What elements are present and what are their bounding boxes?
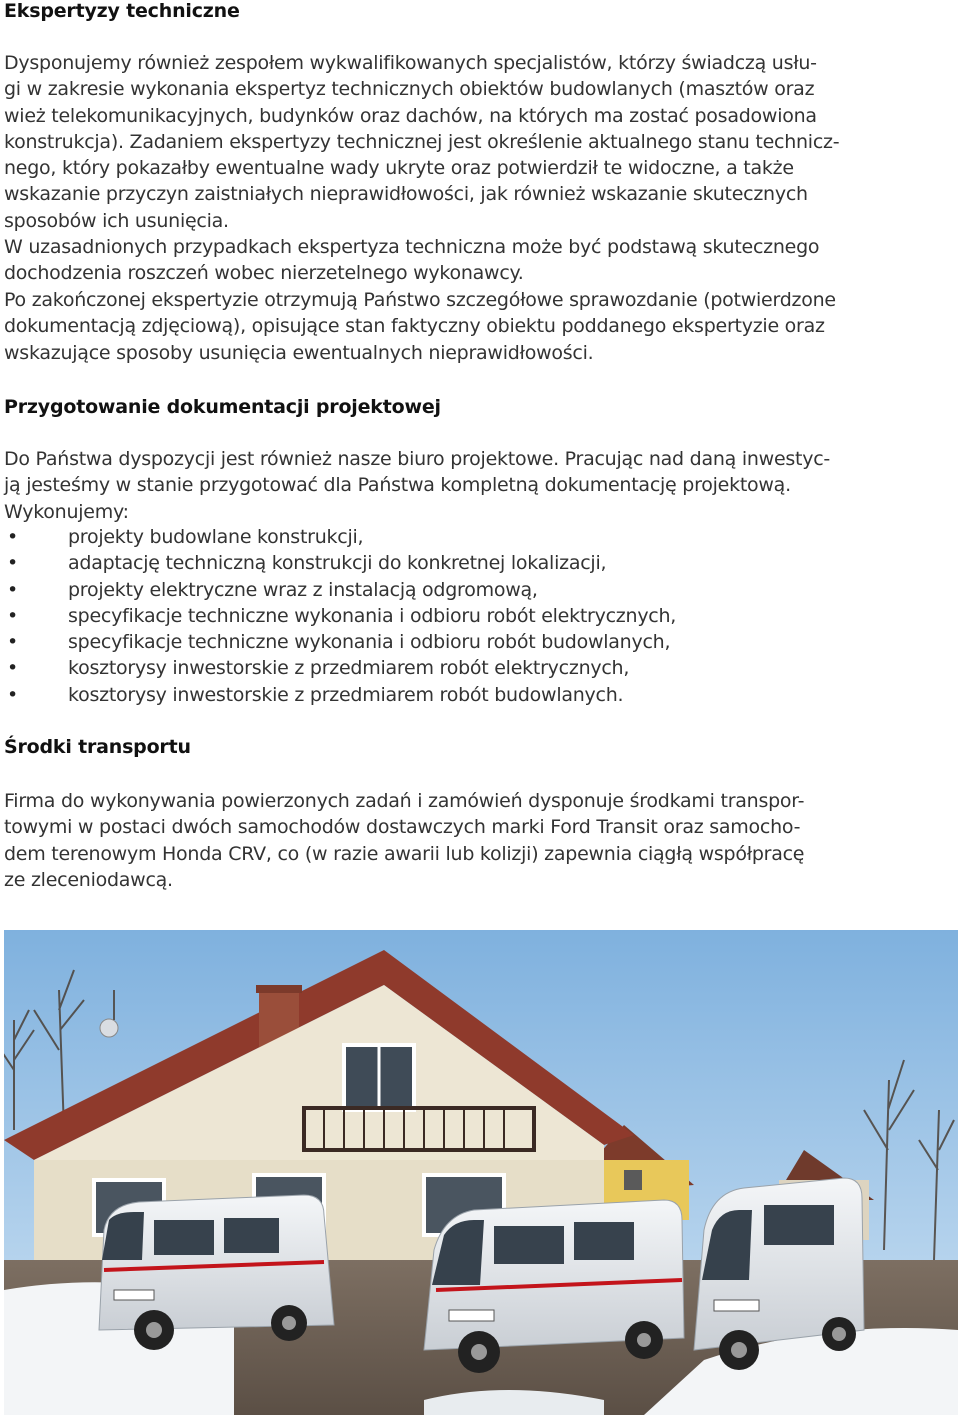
paragraph-expertise-intro	[4, 50, 956, 234]
paragraph-expertise-report	[4, 287, 956, 366]
text-line: dem terenowym Honda CRV, co (w razie awarii lub kolizji) zapewnia ciągłą współpracę	[4, 842, 805, 865]
list-item	[4, 682, 954, 708]
list-item-text: specyfikacje techniczne wykonania i odbioru robót elektrycznych,	[68, 604, 677, 627]
bullet-icon: •	[7, 657, 18, 680]
van-left	[99, 1195, 334, 1350]
list-item	[4, 629, 954, 655]
list-item-text: kosztorysy inwestorskie z przedmiarem robót budowlanych.	[68, 683, 624, 706]
bullet-icon: •	[7, 683, 18, 706]
bullet-icon: •	[7, 631, 18, 654]
text-line: ze zleceniodawcą.	[4, 868, 173, 891]
list-item-text: projekty elektryczne wraz z instalacją odgromową,	[68, 578, 538, 601]
list-item-text: projekty budowlane konstrukcji,	[68, 526, 364, 548]
list-item	[4, 577, 954, 603]
section-heading-expertise: Ekspertyzy techniczne	[4, 0, 240, 22]
section-heading-design-documentation: Przygotowanie dokumentacji projektowej	[4, 396, 441, 418]
list-item-text: adaptację techniczną konstrukcji do konkretnej lokalizacji,	[68, 552, 607, 575]
paragraph-design-office	[4, 446, 956, 525]
bullet-icon: •	[7, 526, 18, 548]
section-heading-transport: Środki transportu	[4, 736, 191, 758]
text-line: dokumentacją zdjęciową), opisujące stan faktyczny obiektu poddanego ekspertyzie oraz	[4, 315, 825, 338]
paragraph-transport	[4, 788, 956, 893]
text-line: nego, który pokazałby ewentualne wady ukryte oraz potwierdził te widoczne, a także	[4, 157, 794, 180]
text-line: Do Państwa dyspozycji jest również nasze biuro projektowe. Pracując nad daną inwestyc-	[4, 448, 831, 470]
bullet-icon: •	[7, 552, 18, 575]
bullet-icon: •	[7, 604, 18, 627]
text-line: towymi w postaci dwóch samochodów dostawczych marki Ford Transit oraz samocho-	[4, 816, 801, 839]
house-with-vans-photo	[4, 930, 958, 1415]
list-item-text: specyfikacje techniczne wykonania i odbioru robót budowlanych,	[68, 631, 671, 654]
text-line: Wykonujemy:	[4, 500, 129, 523]
text-line: wskazujące sposoby usunięcia ewentualnych nieprawidłowości.	[4, 341, 594, 364]
list-item	[4, 603, 954, 629]
text-line: ją jesteśmy w stanie przygotować dla Państwa kompletną dokumentację projektową.	[4, 474, 791, 497]
paragraph-expertise-claims	[4, 234, 956, 287]
text-line: Firma do wykonywania powierzonych zadań i zamówień dysponuje środkami transpor-	[4, 790, 805, 812]
text-line: dochodzenia roszczeń wobec nierzetelnego wykonawcy.	[4, 262, 524, 285]
text-line: Dysponujemy również zespołem wykwalifikowanych specjalistów, którzy świadczą usłu-	[4, 52, 817, 74]
text-line: wskazanie przyczyn zaistniałych nieprawidłowości, jak również wskazanie skutecznych	[4, 183, 808, 206]
bullet-icon: •	[7, 578, 18, 601]
text-line: sposobów ich usunięcia.	[4, 209, 229, 232]
text-line: gi w zakresie wykonania ekspertyz technicznych obiektów budowlanych (masztów oraz	[4, 78, 815, 101]
list-item-text: kosztorysy inwestorskie z przedmiarem robót elektrycznych,	[68, 657, 630, 680]
services-list	[4, 524, 954, 708]
list-item	[4, 550, 954, 576]
text-line: wież telekomunikacyjnych, budynków oraz dachów, na których ma zostać posadowiona	[4, 104, 817, 127]
list-item	[4, 524, 954, 550]
text-line: W uzasadnionych przypadkach ekspertyza techniczna może być podstawą skutecznego	[4, 236, 820, 258]
text-line: konstrukcja). Zadaniem ekspertyzy technicznej jest określenie aktualnego stanu technicz-	[4, 130, 840, 153]
satellite-dish	[100, 1019, 118, 1037]
list-item	[4, 655, 954, 681]
text-line: Po zakończonej ekspertyzie otrzymują Państwo szczegółowe sprawozdanie (potwierdzone	[4, 289, 836, 311]
